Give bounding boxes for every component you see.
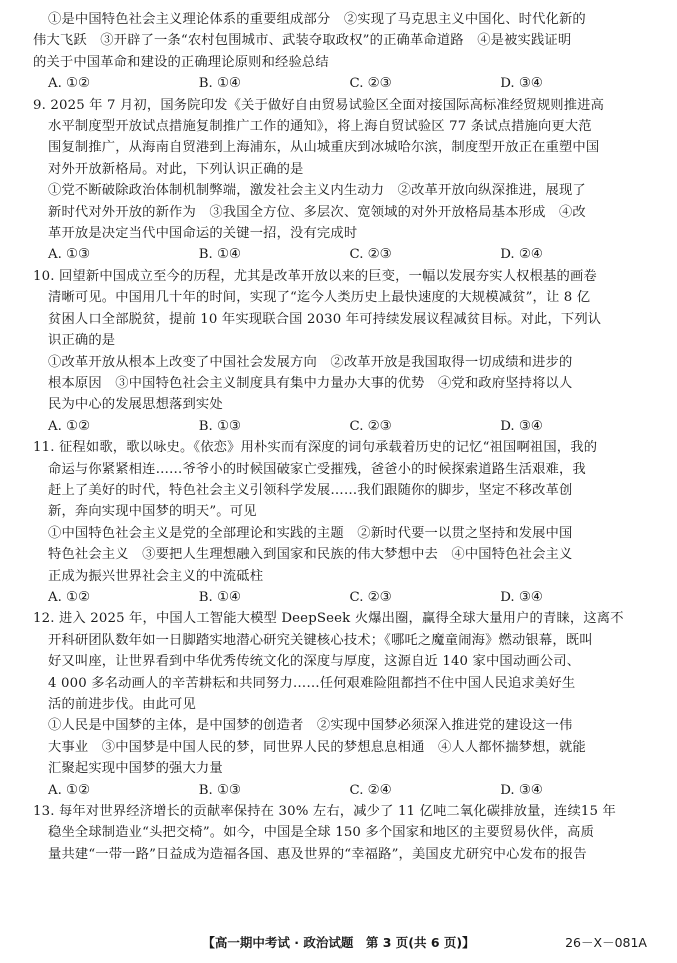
option-b[interactable]: B. ①④ — [198, 247, 241, 263]
option-c[interactable]: C. ②③ — [349, 418, 392, 434]
option-d[interactable]: D. ③④ — [500, 589, 543, 605]
statement-line: 新时代对外开放的新作为 ③我国全方位、多层次、宽领域的对外开放格局基本形成 ④改 — [48, 204, 586, 220]
question-12 — [33, 608, 651, 801]
option-a[interactable]: A. ①③ — [48, 247, 90, 263]
answer-options — [33, 416, 651, 437]
option-a[interactable]: A. ①② — [48, 76, 90, 92]
question-stem-line: 10. 回望新中国成立至今的历程，尤其是改革开放以来的巨变，一幅以发展夯实人权根基的画卷 — [33, 268, 597, 284]
footer-page-info: 【高一期中考试 · 政治试题 第 3 页(共 6 页)】 — [202, 935, 475, 950]
option-d[interactable]: D. ③④ — [500, 782, 543, 798]
statement-line: 的关于中国革命和建设的正确理论原则和经验总结 — [33, 54, 329, 70]
question-stem-line: 贫困人口全部脱贫，提前 10 年实现联合国 2030 年可持续发展议程减贫目标。对此，下列认 — [48, 311, 602, 327]
question-stem-line: 水平制度型开放试点措施复制推广工作的通知》，将上海自贸试验区 77 条试点措施向更大范 — [48, 119, 592, 135]
answer-options — [33, 73, 651, 94]
statement-line: ①中国特色社会主义是党的全部理论和实践的主题 ②新时代要一以贯之坚持和发展中国 — [48, 525, 573, 541]
option-d[interactable]: D. ③④ — [500, 418, 543, 434]
question-stem-line: 稳坐全球制造业“头把交椅”。如今，中国是全球 150 多个国家和地区的主要贸易伙伴，高质 — [48, 825, 595, 841]
statement-line: 民为中心的发展思想落到实处 — [48, 397, 223, 413]
page-footer — [0, 933, 677, 953]
statement-line: 大事业 ③中国梦是中国人民的梦，同世界人民的梦想息息相通 ④人人都怀揣梦想，就能 — [48, 739, 586, 755]
question-stem-line: 量共建“一带一路”日益成为造福各国、惠及世界的“幸福路”，美国皮尤研究中心发布的报告 — [48, 846, 587, 862]
question-stem-line: 9. 2025 年 7 月初，国务院印发《关于做好自由贸易试验区全面对接国际高标准经贸规则推进高 — [33, 97, 605, 113]
option-a[interactable]: A. ①② — [48, 418, 90, 434]
question-stem-line: 11. 征程如歌，歌以咏史。《依恋》用朴实而有深度的词句承载着历史的记忆“祖国啊祖国，我的 — [33, 440, 598, 456]
question-stem-line: 12. 进入 2025 年，中国人工智能大模型 DeepSeek 火爆出圈，赢得全球大量用户的青睐，这离不 — [33, 611, 624, 627]
statement-line: 正成为振兴世界社会主义的中流砥柱 — [48, 568, 264, 584]
question-stem-line: 好又叫座，让世界看到中华优秀传统文化的深度与厚度，这源自近 140 家中国动画公司、 — [48, 654, 581, 670]
option-d[interactable]: D. ③④ — [500, 76, 543, 92]
statement-line: 特色社会主义 ③要把人生理想融入到国家和民族的伟大梦想中去 ④中国特色社会主义 — [48, 547, 573, 563]
question-stem-line: 对外开放新格局。对此，下列认识正确的是 — [48, 161, 304, 177]
statement-line: 根本原因 ③中国特色社会主义制度具有集中力量办大事的优势 ④党和政府坚持将以人 — [48, 375, 573, 391]
question-stem-line: 清晰可见。中国用几十年的时间，实现了“迄今人类历史上最快速度的大规模减贫”，让 8 亿 — [48, 290, 591, 306]
option-d[interactable]: D. ②④ — [500, 247, 543, 263]
question-13 — [33, 801, 651, 865]
answer-options — [33, 780, 651, 801]
statement-line: 革开放是决定当代中国命运的关键一招，没有完成时 — [48, 226, 358, 242]
question-stem-line: 新，奔向实现中国梦的明天”。可见 — [48, 504, 257, 520]
statement-line: ①党不断破除政治体制机制弊端，激发社会主义内生动力 ②改革开放向纵深推进，展现了 — [48, 183, 586, 199]
option-c[interactable]: C. ②③ — [349, 247, 392, 263]
answer-options — [33, 244, 651, 265]
question-stem-line: 围复制推广，从海南自贸港到上海浦东，从山城重庆到冰城哈尔滨，制度型开放正在重塑中国 — [48, 140, 600, 156]
option-b[interactable]: B. ①③ — [198, 782, 241, 798]
footer-exam-code: 26－X－081A — [565, 935, 647, 950]
option-c[interactable]: C. ②③ — [349, 76, 392, 92]
option-a[interactable]: A. ①② — [48, 782, 90, 798]
question-stem-line: 命运与你紧紧相连……爷爷小的时候国破家亡受摧残，爸爸小的时候探索道路生活艰难，我 — [48, 461, 586, 477]
option-c[interactable]: C. ②④ — [349, 782, 392, 798]
statement-line: ①人民是中国梦的主体，是中国梦的创造者 ②实现中国梦必须深入推进党的建设这一伟 — [48, 718, 573, 734]
option-b[interactable]: B. ①③ — [198, 418, 241, 434]
question-11 — [33, 437, 651, 608]
statement-line: 伟大飞跃 ③开辟了一条“农村包围城市、武装夺取政权”的正确革命道路 ④是被实践证明 — [33, 33, 572, 49]
option-b[interactable]: B. ①④ — [198, 589, 241, 605]
question-stem-line: 赶上了美好的时代，特色社会主义引领科学发展……我们跟随你的脚步，坚定不移改革创 — [48, 482, 573, 498]
question-10 — [33, 266, 651, 437]
statement-line: ①改革开放从根本上改变了中国社会发展方向 ②改革开放是我国取得一切成绩和进步的 — [48, 354, 573, 370]
option-c[interactable]: C. ②③ — [349, 589, 392, 605]
answer-options — [33, 587, 651, 608]
question-stem-line: 活的前进步伐。由此可见 — [48, 697, 196, 712]
question-stem-line: 13. 每年对世界经济增长的贡献率保持在 30% 左右，减少了 11 亿吨二氧化碳排放量，连续15 年 — [33, 804, 616, 820]
question-8-tail — [33, 9, 651, 95]
option-a[interactable]: A. ①② — [48, 589, 90, 605]
question-stem-line: 4 000 多名动画人的辛苦耕耘和共同努力……任何艰难险阻都挡不住中国人民追求美好生 — [48, 675, 576, 691]
question-stem-line: 识正确的是 — [48, 333, 116, 349]
question-stem-line: 开科研团队数年如一日脚踏实地潜心研究关键核心技术；《哪吒之魔童闹海》燃动银幕，既叫 — [48, 632, 593, 648]
question-9 — [33, 95, 651, 266]
statement-line: ①是中国特色社会主义理论体系的重要组成部分 ②实现了马克思主义中国化、时代化新的 — [48, 12, 586, 27]
option-b[interactable]: B. ①④ — [198, 76, 241, 92]
statement-line: 汇聚起实现中国梦的强大力量 — [48, 761, 223, 777]
